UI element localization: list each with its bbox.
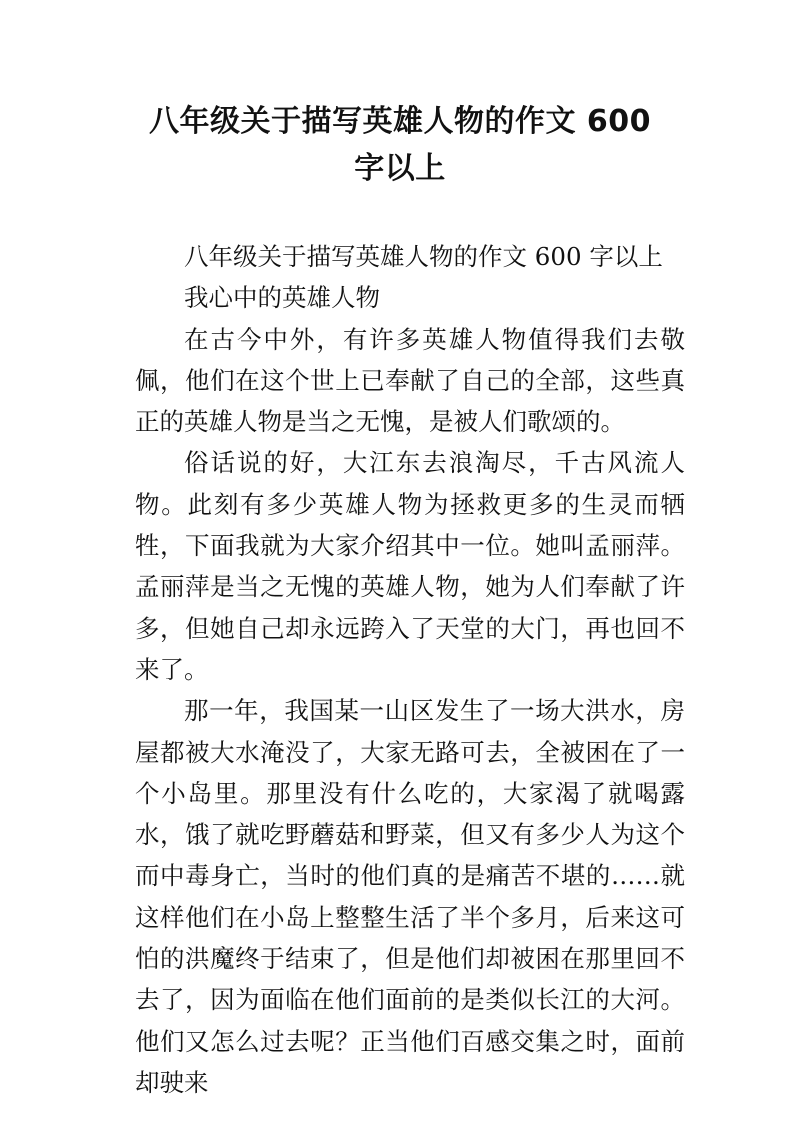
document-title: [120, 98, 680, 192]
paragraph: 那一年，我国某一山区发生了一场大洪水，房屋都被大水淹没了，大家无路可去，全被困在了一个小岛里。那里没有什么吃的，大家渴了就喝露水，饿了就吃野蘑菇和野菜，但又有多少人为这个而中毒身亡，当时的他们真的是痛苦不堪的……就这样他们在小岛上整整生活了半个多月，后来这可怕的洪魔终于结束了，但是他们却被困在那里回不去了，因为面临在他们面前的是类似长江的大河。他们又怎么过去呢？正当他们百感交集之时，面前却驶来: [135, 696, 685, 1097]
essay-body: [135, 236, 685, 1103]
section-heading: 我心中的英雄人物: [184, 283, 380, 313]
paragraph: 在古今中外，有许多英雄人物值得我们去敬佩，他们在这个世上已奉献了自己的全部，这些真正的英雄人物是当之无愧，是被人们歌颂的。: [135, 324, 685, 437]
subtitle-paragraph: 八年级关于描写英雄人物的作文 600 字以上: [184, 242, 663, 271]
title-line-1: 八年级关于描写英雄人物的作文 600: [148, 104, 652, 139]
paragraph: 俗话说的好，大江东去浪淘尽，千古风流人物。此刻有多少英雄人物为拯救更多的生灵而牺牲，下面我就为大家介绍其中一位。她叫孟丽萍。孟丽萍是当之无愧的英雄人物，她为人们奉献了许多，但她自己却永远跨入了天堂的大门，再也回不来了。: [135, 448, 685, 684]
title-line-2: 字以上: [354, 151, 446, 186]
